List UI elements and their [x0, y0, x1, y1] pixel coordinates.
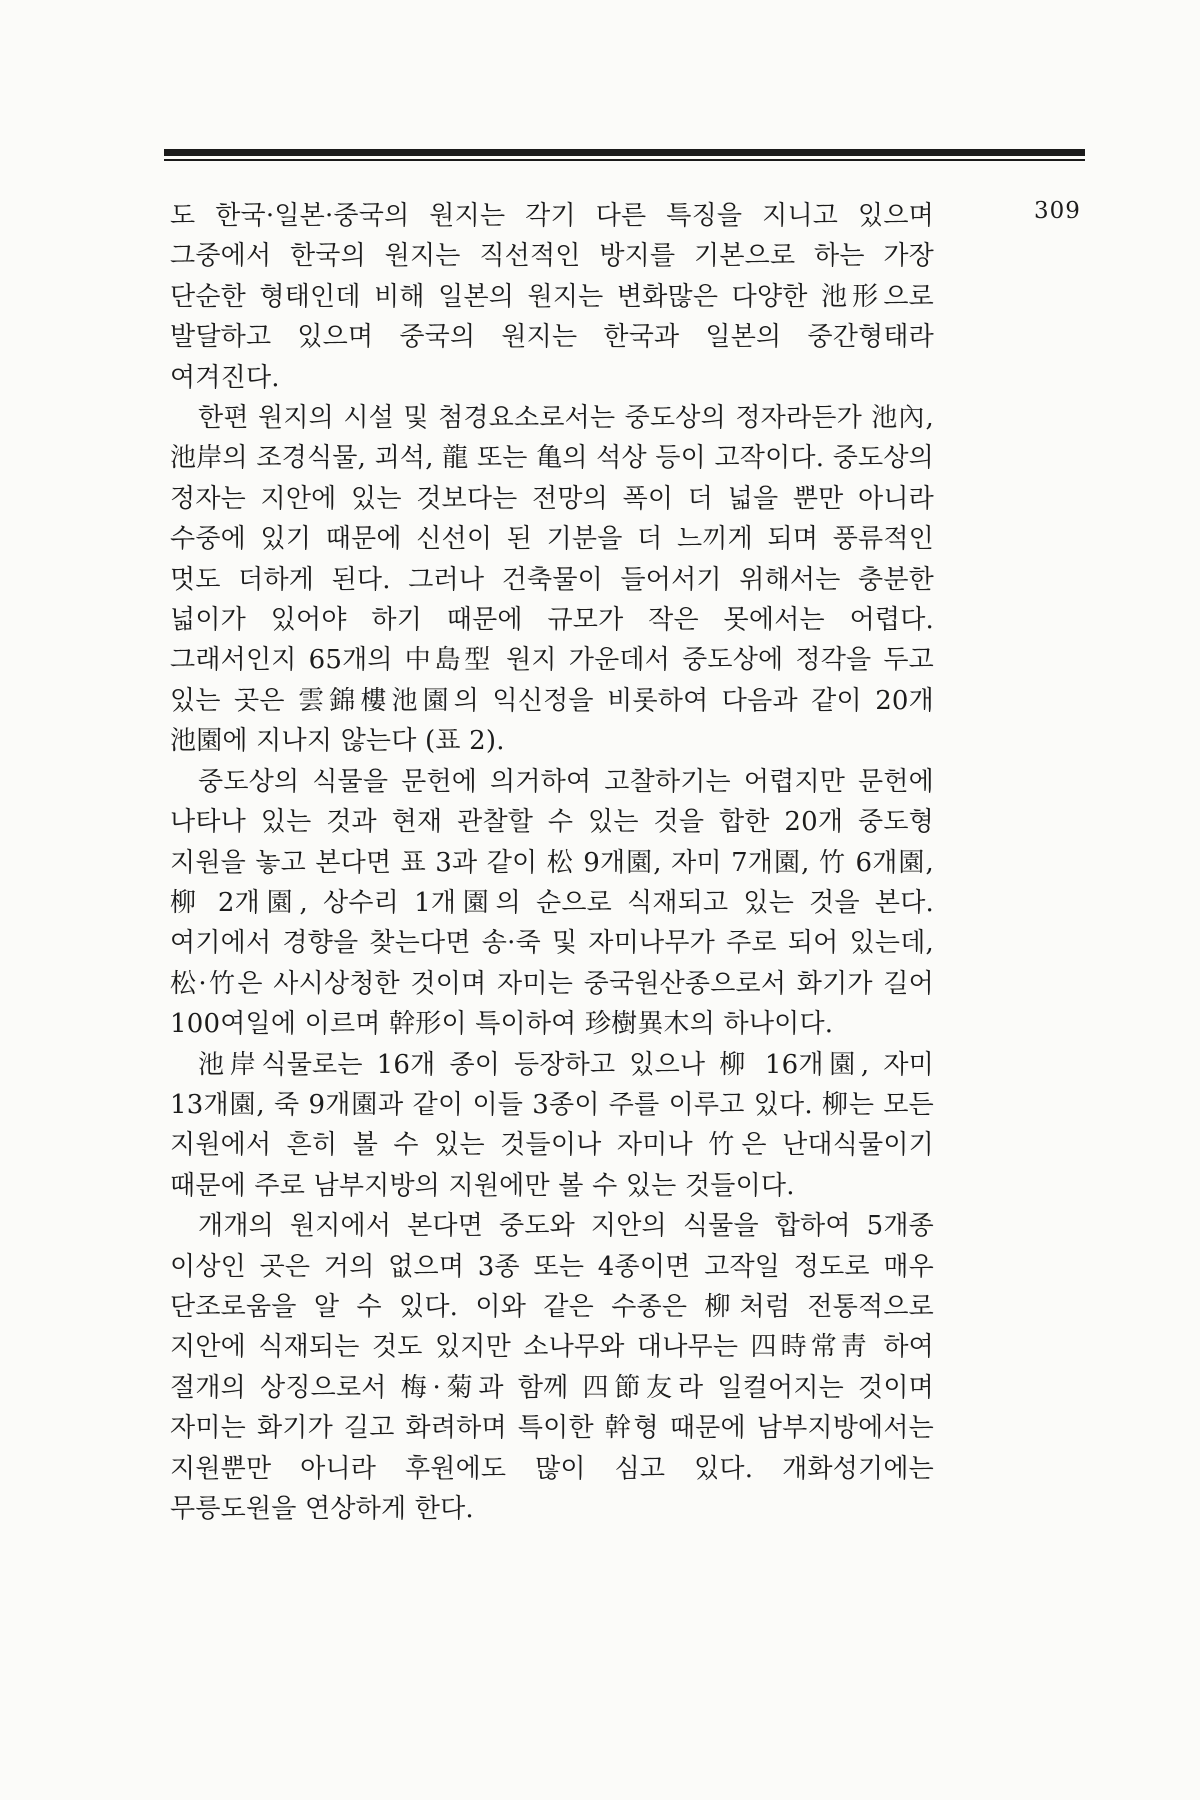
paragraph-4: 池岸식물로는 16개 종이 등장하고 있으나 柳 16개園, 자미 13개園, 죽 9개園과 같이 이들 3종이 주를 이루고 있다. 柳는 모든 지원에서 흔히 볼 수 있는 것들이나 자미나 竹은 난대식물이기 때문에 주로 남부지방의 지원에만 볼 수 있는 것들이다.: [170, 1049, 934, 1201]
page-number: 309: [1034, 198, 1081, 224]
paragraph-5: 개개의 원지에서 본다면 중도와 지안의 식물을 합하여 5개종 이상인 곳은 거의 없으며 3종 또는 4종이면 고작일 정도로 매우 단조로움을 알 수 있다. 이와 같은 수종은 柳처럼 전통적으로 지안에 식재되는 것도 있지만 소나무와 대나무는 四時常靑 하여 절개의 상징으로서 梅·菊과 함께 四節友라 일컬어지는 것이며 자미는 화기가 길고 화려하며 특이한 幹형 때문에 남부지방에서는 지원뿐만 아니라 후원에도 많이 심고 있다. 개화성기에는 무릉도원을 연상하게 한다.: [170, 1211, 934, 1524]
header-rule-thin: [164, 159, 1085, 161]
header-rule-thick: [164, 149, 1085, 156]
paragraph-2: 한편 원지의 시설 및 첨경요소로서는 중도상의 정자라든가 池內, 池岸의 조경식물, 괴석, 龍 또는 亀의 석상 등이 고작이다. 중도상의 정자는 지안에 있는 것보다는 전망의 폭이 더 넓을 뿐만 아니라 수중에 있기 때문에 신선이 된 기분을 더 느끼게 되며 풍류적인 멋도 더하게 된다. 그러나 건축물이 들어서기 위해서는 충분한 넓이가 있어야 하기 때문에 규모가 작은 못에서는 어렵다. 그래서인지 65개의 中島型 원지 가운데서 중도상에 정각을 두고 있는 곳은 雲錦樓池園의 익신정을 비롯하여 다음과 같이 20개 池園에 지나지 않는다 (표 2).: [170, 403, 934, 757]
body-text: [170, 196, 934, 1529]
paragraph-1: 도 한국·일본·중국의 원지는 각기 다른 특징을 지니고 있으며 그중에서 한국의 원지는 직선적인 방지를 기본으로 하는 가장 단순한 형태인데 비해 일본의 원지는 변화많은 다양한 池形으로 발달하고 있으며 중국의 원지는 한국과 일본의 중간형태라 여겨진다.: [170, 201, 934, 393]
paragraph-3: 중도상의 식물을 문헌에 의거하여 고찰하기는 어렵지만 문헌에 나타나 있는 것과 현재 관찰할 수 있는 것을 합한 20개 중도형 지원을 놓고 본다면 표 3과 같이 松 9개園, 자미 7개園, 竹 6개園, 柳 2개園, 상수리 1개園의 순으로 식재되고 있는 것을 본다. 여기에서 경향을 찾는다면 송·죽 및 자미나무가 주로 되어 있는데, 松·竹은 사시상청한 것이며 자미는 중국원산종으로서 화기가 길어 100여일에 이르며 幹形이 특이하여 珍樹異木의 하나이다.: [170, 766, 934, 1040]
